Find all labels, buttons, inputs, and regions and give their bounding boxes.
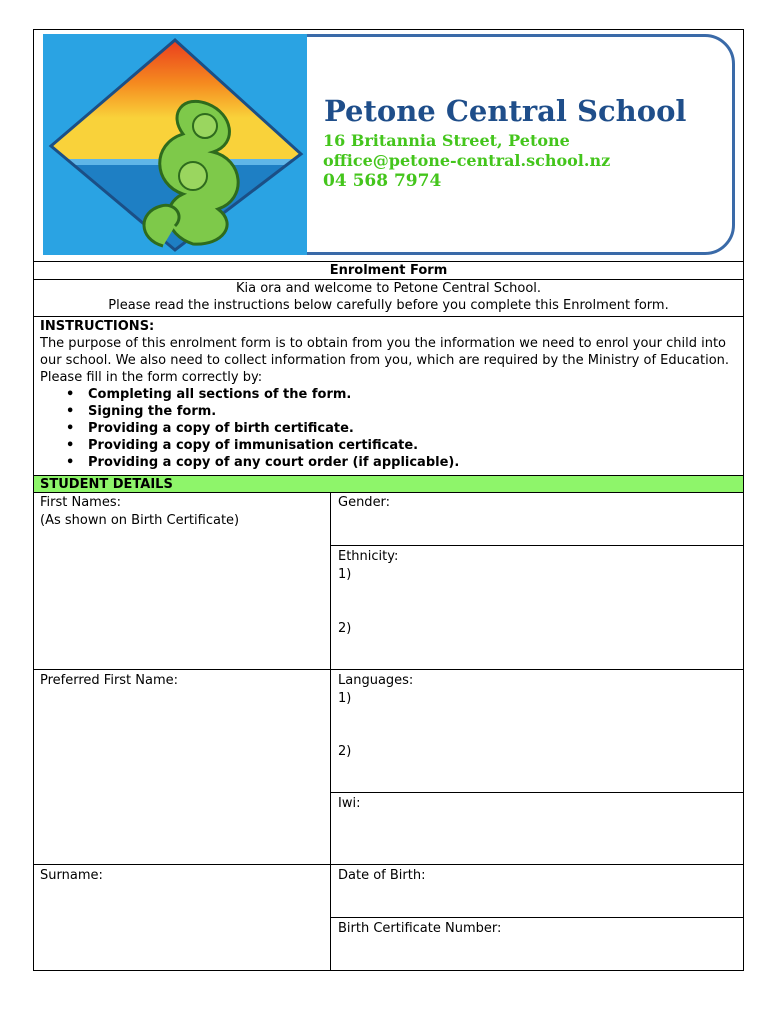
first-names-field[interactable]: First Names: xyxy=(40,495,121,510)
school-address: 16 Britannia Street, Petone xyxy=(323,131,570,150)
welcome-text xyxy=(34,280,743,316)
instruction-item: • Completing all sections of the form. xyxy=(66,386,737,403)
instruction-item: • Providing a copy of immunisation certificate. xyxy=(66,437,737,454)
koru-diamond-logo-icon xyxy=(43,34,307,255)
school-phone: 04 568 7974 xyxy=(323,171,442,191)
instruction-item: • Providing a copy of birth certificate. xyxy=(66,420,737,437)
enrolment-form-page xyxy=(33,29,744,971)
student-details-heading: STUDENT DETAILS xyxy=(34,475,743,493)
row-divider xyxy=(330,792,743,793)
instruction-item: • Signing the form. xyxy=(66,403,737,420)
preferred-first-name-field[interactable]: Preferred First Name: xyxy=(40,673,179,688)
ethnicity-field: Ethnicity: xyxy=(338,549,399,564)
instructions-section xyxy=(34,316,743,475)
welcome-line-2: Please read the instructions below carefully before you complete this Enrolment form. xyxy=(108,298,669,313)
school-email: office@petone-central.school.nz xyxy=(323,151,611,170)
row-divider xyxy=(330,917,743,918)
languages-field: Languages: xyxy=(338,673,414,688)
form-title: Enrolment Form xyxy=(34,261,743,280)
instructions-body: The purpose of this enrolment form is to obtain from you the information we need to enrol your child into our school. We also need to collect information from you, which are required by the Ministry of Education. Please fill in the form correctly by: xyxy=(40,336,730,385)
iwi-field[interactable]: Iwi: xyxy=(338,796,361,811)
gender-field[interactable]: Gender: xyxy=(338,495,391,510)
ethnicity-2-field[interactable]: 2) xyxy=(338,621,352,636)
first-names-note: (As shown on Birth Certificate) xyxy=(40,513,240,528)
welcome-line-1: Kia ora and welcome to Petone Central School. xyxy=(235,281,542,296)
instructions-heading: INSTRUCTIONS: xyxy=(40,319,155,334)
surname-field[interactable]: Surname: xyxy=(40,868,103,883)
instruction-item: • Providing a copy of any court order (if applicable). xyxy=(66,454,737,471)
birth-certificate-number-field[interactable]: Birth Certificate Number: xyxy=(338,921,502,936)
date-of-birth-field[interactable]: Date of Birth: xyxy=(338,868,426,883)
ethnicity-1-field[interactable]: 1) xyxy=(338,567,352,582)
school-header xyxy=(34,30,743,261)
languages-1-field[interactable]: 1) xyxy=(338,691,352,706)
row-divider xyxy=(34,864,743,865)
languages-2-field[interactable]: 2) xyxy=(338,744,352,759)
row-divider xyxy=(34,669,743,670)
row-divider xyxy=(330,545,743,546)
school-name: Petone Central School xyxy=(324,94,687,128)
instructions-list xyxy=(40,386,737,471)
column-divider xyxy=(330,493,331,970)
school-logo xyxy=(43,34,307,255)
student-details-table xyxy=(34,493,743,970)
